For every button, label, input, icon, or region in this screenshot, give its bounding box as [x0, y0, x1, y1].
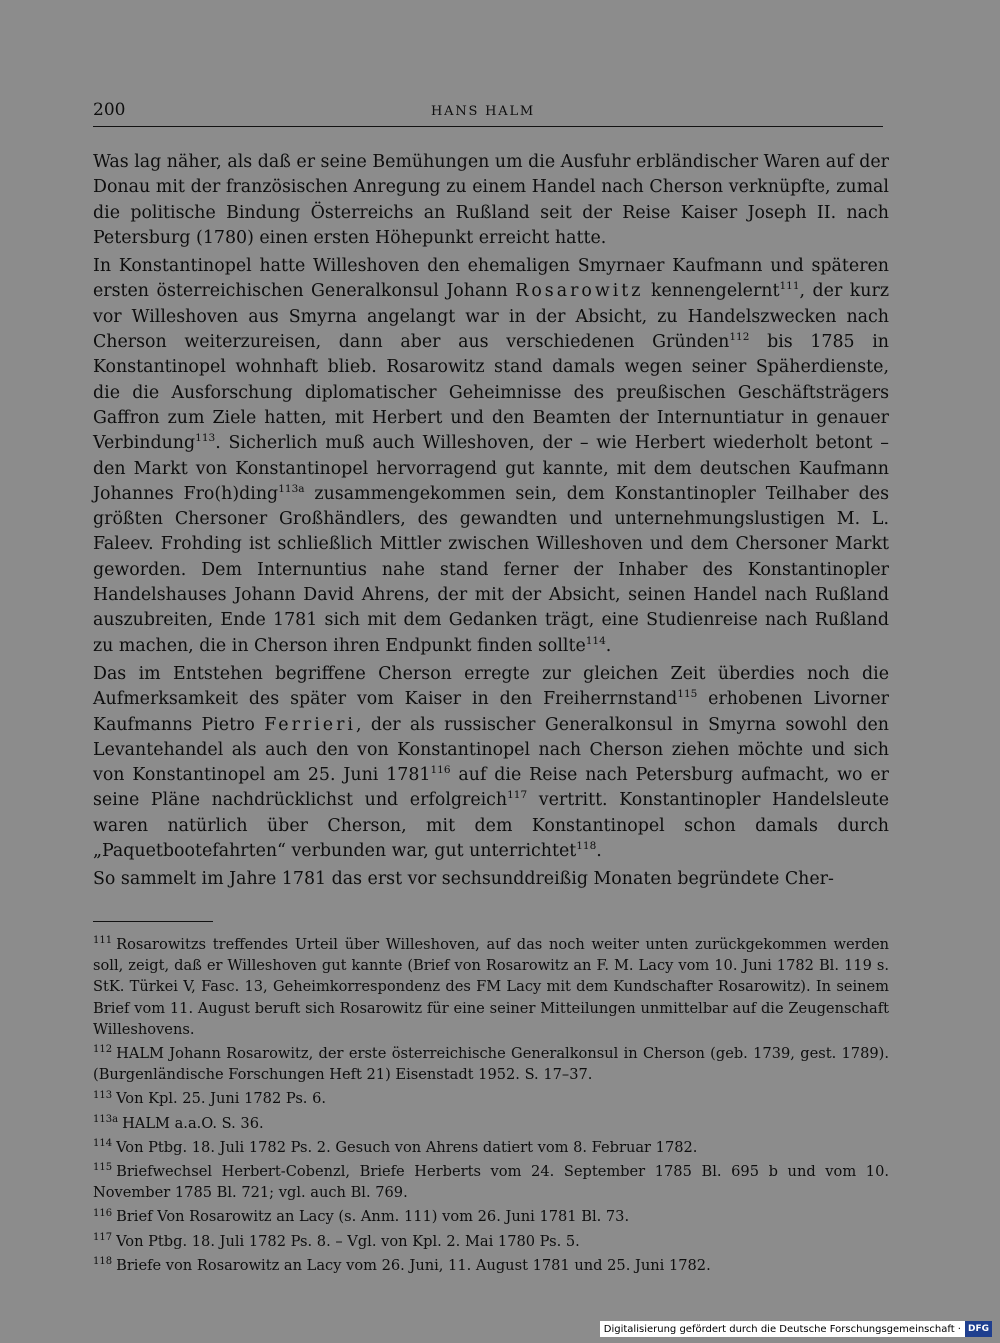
footnote-number: 114 [93, 1137, 113, 1149]
text-run: , der kurz vor Willeshoven aus Smyrna angelangt war in der Absicht, zu Handelszwecken nach Cherson weiterzureisen, dann aber aus verschiedenen Gründen [93, 281, 889, 353]
footnote-ref-115: 115 [677, 688, 698, 701]
text-run: . [596, 841, 602, 862]
name-rosarowitz: Rosarowitz [515, 281, 644, 302]
footnote-text: HALM Johann Rosarowitz, der erste österreichische Generalkonsul in Cherson (geb. 1739, gest. 1789). (Burgenländische Forschungen Heft 21) Eisenstadt 1952. S. 17–37. [93, 1045, 889, 1084]
footnote-114 [93, 1137, 889, 1158]
footnote-number: 113a [93, 1113, 119, 1125]
text-run: bis 1785 in Konstantinopel wohnhaft blieb. Rosarowitz stand damals wegen seiner Späherdienste, die die Ausforschung diplomatischer Geheimnisse des preußischen Geschäftsträgers Gaffron zum Ziele hatten, mit Herbert und den Beamten der Internuntiatur in genauer Verbindung [93, 332, 889, 454]
footnote-118 [93, 1255, 889, 1276]
footnote-ref-114: 114 [585, 634, 606, 647]
footnote-number: 111 [93, 935, 113, 947]
footnote-text: Von Ptbg. 18. Juli 1782 Ps. 2. Gesuch von Ahrens datiert vom 8. Februar 1782. [116, 1138, 698, 1156]
dfg-logo: DFG [965, 1321, 992, 1337]
name-ferrieri: Ferrieri [264, 714, 356, 735]
footnote-113a [93, 1113, 889, 1134]
paragraph-1: Was lag näher, als daß er seine Bemühungen um die Ausfuhr erbländischer Waren auf der Donau mit der französischen Anregung zu einem Handel nach Cherson verknüpfte, zumal die politische Bindung Österreichs an Rußland seit der Reise Kaiser Joseph II. nach Petersburg (1780) einen ersten Höhepunkt erreicht hatte. [93, 152, 889, 248]
text-run: vertritt. Konstantinopler Handelsleute waren natürlich über Cherson, mit dem Konstantinopel schon damals durch „Paquetbootefahrten“ verbunden war, gut unterrichtet [93, 790, 889, 862]
footnote-112 [93, 1043, 889, 1085]
footnote-number: 113 [93, 1089, 113, 1101]
paragraph-4: So sammelt im Jahre 1781 das erst vor sechsunddreißig Monaten begründete Cher- [93, 869, 834, 890]
footnote-ref-117: 117 [507, 789, 528, 802]
page-number: 200 [93, 100, 126, 120]
footnote-text: Von Kpl. 25. Juni 1782 Ps. 6. [116, 1090, 327, 1108]
footnote-ref-111: 111 [779, 280, 800, 293]
page-header [93, 100, 881, 124]
dfg-funding-text: Digitalisierung gefördert durch die Deutsche Forschungsgemeinschaft · [603, 1323, 961, 1335]
footnote-number: 117 [93, 1231, 113, 1243]
footnote-rule [93, 921, 213, 922]
footnote-number: 112 [93, 1044, 113, 1056]
footnote-number: 116 [93, 1207, 113, 1219]
footnote-ref-118: 118 [576, 840, 597, 853]
paragraph-2 [93, 254, 889, 659]
footnotes [93, 934, 889, 1279]
footnote-text: Rosarowitzs treffendes Urteil über Willeshoven, auf das noch weiter unten zurückgekommen werden soll, zeigt, daß er Willeshoven gut kannte (Brief von Rosarowitz an F. M. Lacy vom 10. Juni 1782 Bl. 119 s. StK. Türkei V, Fasc. 13, Geheimkorrespondenz des FM Lacy mit dem Kundschafter Rosarowitz). In seinem Brief vom 11. August beruft sich Rosarowitz für eine seiner Mitteilungen unmittelbar auf die Zeugenschaft Willeshovens. [93, 936, 889, 1038]
footnote-ref-113: 113 [195, 432, 216, 445]
footnote-ref-113a: 113a [278, 483, 305, 496]
text-run: , der als russischer Generalkonsul in Smyrna sowohl den Levantehandel als auch den von Konstantinopel nach Cherson ziehen möchte und sich von Konstantinopel am 25. Juni 1781 [93, 714, 889, 786]
running-title: HANS HALM [431, 104, 536, 119]
text-run: . [605, 635, 612, 656]
footnote-116 [93, 1206, 889, 1227]
paragraph-3 [93, 662, 889, 864]
dfg-funding-banner[interactable] [600, 1321, 992, 1337]
text-run: zusammengekommen sein, dem Konstantinopler Teilhaber des größten Chersoner Großhändlers, des gewandten und unternehmungslustigen M. L. Faleev. Frohding ist schließlich Mittler zwischen Willeshoven und dem Chersoner Markt geworden. Dem Internuntius nahe stand ferner der Inhaber des Konstantinopler Handelshauses Johann David Ahrens, der mit der Absicht, seinen Handel nach Rußland auszubreiten, Ende 1781 sich mit dem Gedanken trägt, eine Studienreise nach Rußland zu machen, die in Cherson ihren Endpunkt finden sollte [93, 483, 889, 656]
main-text [93, 150, 889, 896]
text-run: auf die Reise nach Petersburg aufmacht, wo er seine Pläne nachdrücklichst und erfolgreich [93, 765, 889, 811]
footnote-ref-112: 112 [729, 331, 750, 344]
text-run: In Konstantinopel hatte Willeshoven den ehemaligen Smyrnaer Kaufmann und späteren ersten österreichischen Generalkonsul Johann [93, 256, 889, 302]
footnote-text: Briefwechsel Herbert-Cobenzl, Briefe Herberts vom 24. September 1785 Bl. 695 b und vom 10. November 1785 Bl. 721; vgl. auch Bl. 769. [93, 1163, 889, 1202]
footnote-111 [93, 934, 889, 1040]
footnote-text: Briefe von Rosarowitz an Lacy vom 26. Juni, 11. August 1781 und 25. Juni 1782. [116, 1256, 711, 1274]
footnote-115 [93, 1161, 889, 1203]
text-run: erhobenen Livorner Kaufmanns Pietro [93, 689, 889, 735]
footnote-117 [93, 1231, 889, 1252]
footnote-text: HALM a.a.O. S. 36. [122, 1114, 264, 1132]
text-run: . Sicherlich muß auch Willeshoven, der – wie Herbert wiederholt betont – den Markt von Konstantinopel hervorragend gut kannte, mit dem deutschen Kaufmann Johannes Fro(h)ding [93, 433, 889, 504]
footnote-number: 115 [93, 1162, 113, 1174]
header-rule [93, 126, 883, 127]
footnote-text: Brief Von Rosarowitz an Lacy (s. Anm. 111) vom 26. Juni 1781 Bl. 73. [116, 1208, 630, 1226]
footnote-text: Von Ptbg. 18. Juli 1782 Ps. 8. – Vgl. von Kpl. 2. Mai 1780 Ps. 5. [116, 1232, 580, 1250]
text-run: kennengelernt [643, 281, 780, 302]
footnote-113 [93, 1088, 889, 1109]
text-run: Das im Entstehen begriffene Cherson erregte zur gleichen Zeit überdies noch die Aufmerksamkeit des später vom Kaiser in den Freiherrnstand [93, 663, 889, 710]
footnote-number: 118 [93, 1255, 113, 1267]
footnote-ref-116: 116 [430, 764, 451, 777]
